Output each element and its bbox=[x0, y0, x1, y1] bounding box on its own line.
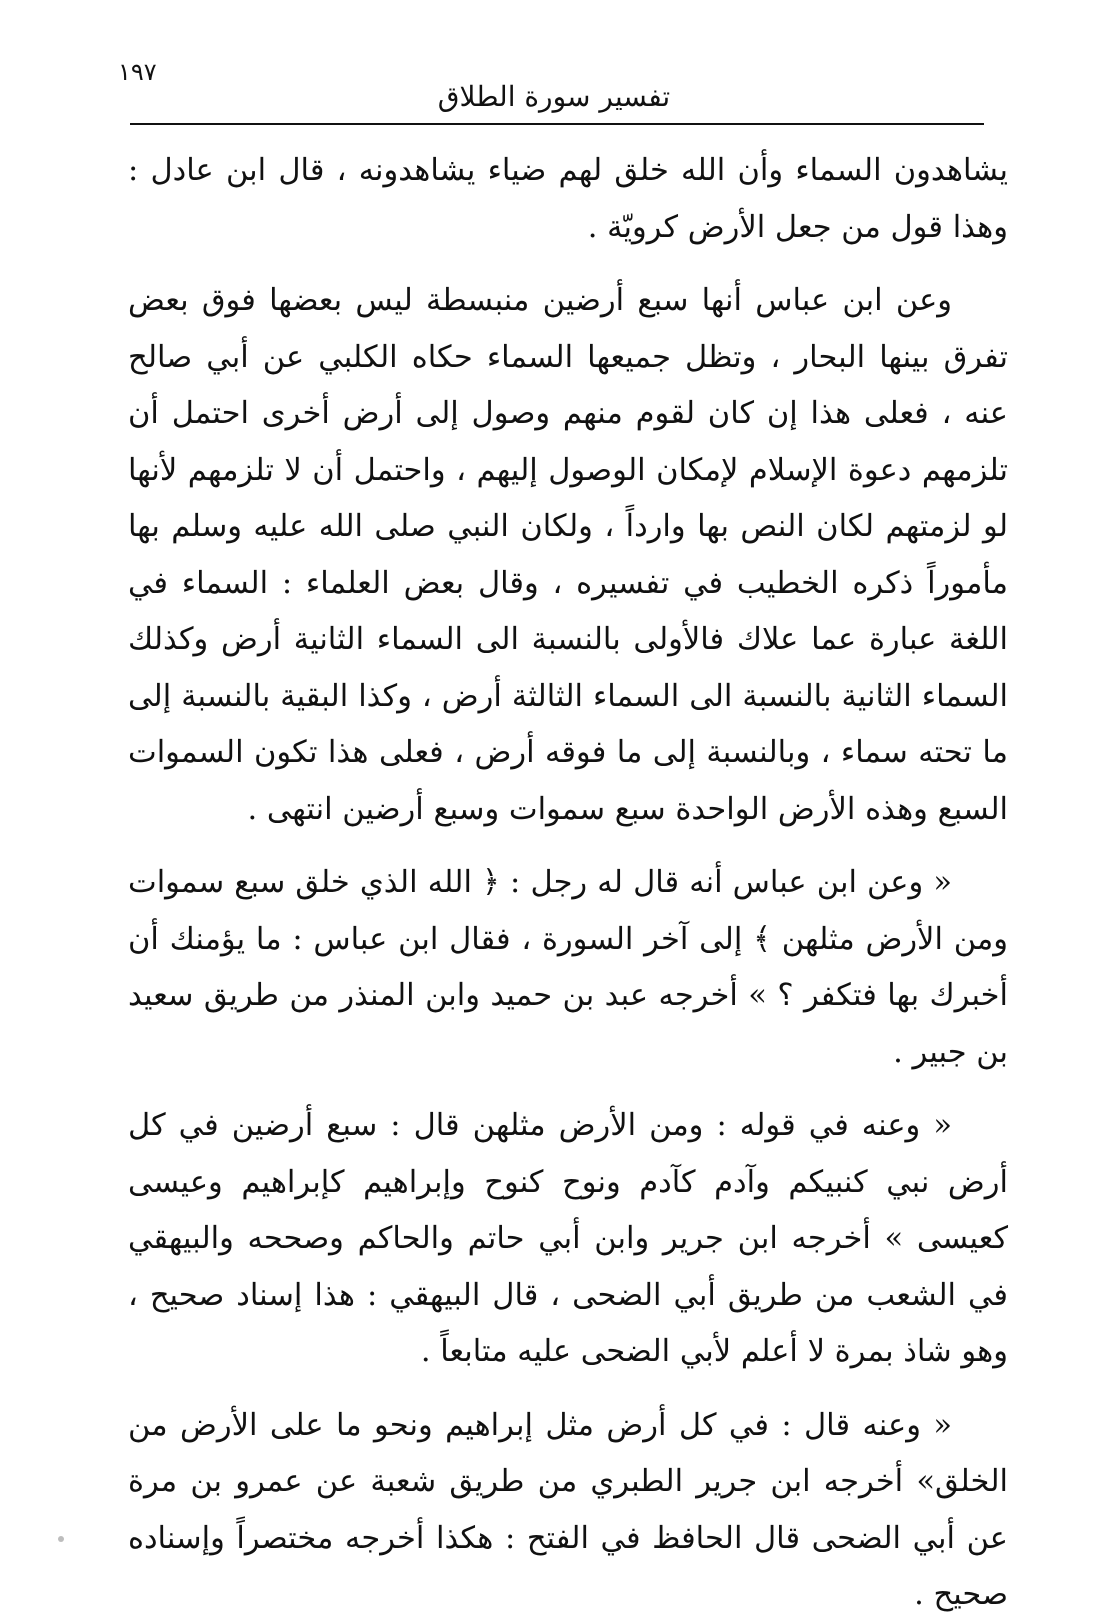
paragraph-2: وعن ابن عباس أنها سبع أرضين منبسطة ليس بعضها فوق بعض تفرق بينها البحار ، وتظل جميعها السماء حكاه الكلبي عن أبي صالح عنه ، فعلى هذا إن كان لقوم منهم وصول إلى أرض أخرى احتمل أن تلزمهم دعوة الإسلام لإمكان الوصول إليهم ، واحتمل أن لا تلزمهم لأنها لو لزمتهم لكان النص بها وارداً ، ولكان النبي صلى الله عليه وسلم بها مأموراً ذكره الخطيب في تفسيره ، وقال بعض العلماء : السماء في اللغة عبارة عما علاك فالأولى بالنسبة الى السماء الثانية أرض وكذلك السماء الثانية بالنسبة الى السماء الثالثة أرض ، وكذا البقية بالنسبة إلى ما تحته سماء ، وبالنسبة إلى ما فوقه أرض ، فعلى هذا تكون السموات السبع وهذه الأرض الواحدة سبع سموات وسبع أرضين انتهى . bbox=[128, 283, 1008, 827]
page-number: ١٩٧ bbox=[118, 58, 157, 86]
running-title: تفسير سورة الطلاق bbox=[437, 80, 671, 113]
body-text bbox=[128, 143, 1008, 1624]
paragraph-3: « وعن ابن عباس أنه قال له رجل : ﴿ الله الذي خلق سبع سموات ومن الأرض مثلهن ﴾ إلى آخر السورة ، فقال ابن عباس : ما يؤمنك أن أخبرك بها فتكفر ؟ » أخرجه عبد بن حميد وابن المنذر من طريق سعيد بن جبير . bbox=[128, 865, 1008, 1070]
paragraph-1: يشاهدون السماء وأن الله خلق لهم ضياء يشاهدونه ، قال ابن عادل : وهذا قول من جعل الأرض كرويّة . bbox=[128, 153, 1008, 245]
scan-speck bbox=[58, 1536, 64, 1542]
header-rule bbox=[130, 123, 984, 125]
paragraph-4: « وعنه في قوله : ومن الأرض مثلهن قال : سبع أرضين في كل أرض نبي كنبيكم وآدم كآدم ونوح كنوح وإبراهيم كإبراهيم وعيسى كعيسى » أخرجه ابن جرير وابن أبي حاتم والحاكم وصححه والبيهقي في الشعب من طريق أبي الضحى ، قال البيهقي : هذا إسناد صحيح ، وهو شاذ بمرة لا أعلم لأبي الضحى عليه متابعاً . bbox=[128, 1108, 1008, 1369]
paragraph-5: « وعنه قال : في كل أرض مثل إبراهيم ونحو ما على الأرض من الخلق» أخرجه ابن جرير الطبري من طريق شعبة عن عمرو بن مرة عن أبي الضحى قال الحافظ في الفتح : هكذا أخرجه مختصراً وإسناده صحيح . bbox=[128, 1407, 1008, 1612]
